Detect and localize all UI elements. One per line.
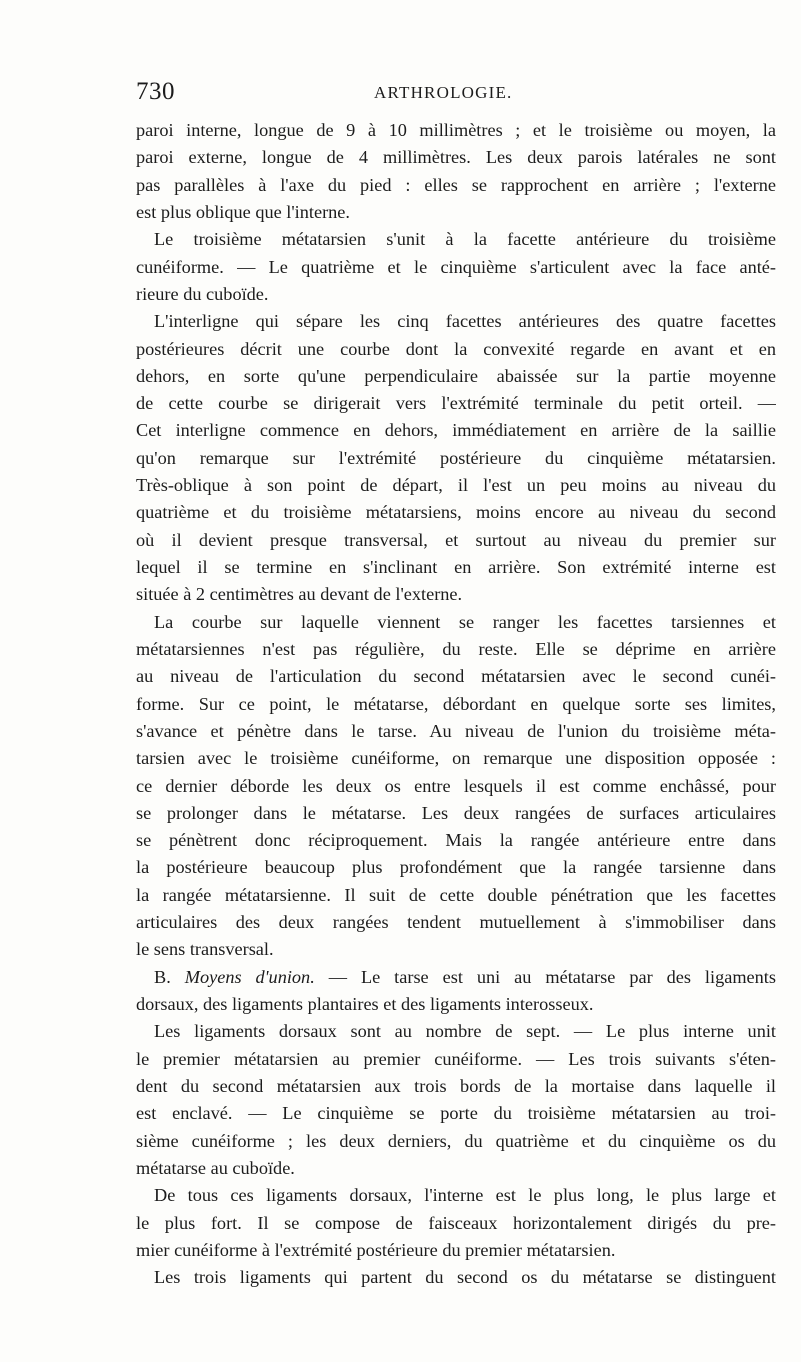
text-line: se pénètrent donc réciproquement. Mais la rangée antérieure entre dans xyxy=(136,830,776,851)
paragraph-start-line: Le troisième métatarsien s'unit à la facette antérieure du troisième xyxy=(154,229,776,250)
text-line: la rangée métatarsienne. Il suit de cette double pénétration que les facettes xyxy=(136,884,776,905)
section-heading-text: — Le tarse est uni au métatarse par des ligaments xyxy=(314,966,776,987)
section-label: B. xyxy=(154,966,171,987)
text-line: de cette courbe se dirigerait vers l'extrémité terminale du petit orteil. — xyxy=(136,393,776,414)
paragraph-start-line: L'interligne qui sépare les cinq facettes antérieures des quatre facettes xyxy=(154,311,776,332)
text-line: paroi externe, longue de 4 millimètres. Les deux parois latérales ne sont xyxy=(136,147,776,168)
text-line: ce dernier déborde les deux os entre lesquels il est comme enchâssé, pour xyxy=(136,775,776,796)
section-title: Moyens d'union. xyxy=(184,966,315,987)
text-line: rieure du cuboïde. xyxy=(136,283,269,304)
text-line: le premier métatarsien au premier cunéiforme. — Les trois suivants s'éten- xyxy=(136,1048,776,1069)
text-line: où il devient presque transversal, et surtout au niveau du premier sur xyxy=(136,529,776,550)
text-line: est plus oblique que l'interne. xyxy=(136,201,350,222)
text-line: pas parallèles à l'axe du pied : elles se rapprochent en arrière ; l'externe xyxy=(136,174,776,195)
text-line: Cet interligne commence en dehors, immédiatement en arrière de la saillie xyxy=(136,420,776,441)
text-line: dehors, en sorte qu'une perpendiculaire abaissée sur la partie moyenne xyxy=(136,365,776,386)
paragraph-start-line: Les trois ligaments qui partent du second os du métatarse se distinguent xyxy=(154,1267,776,1288)
text-line: postérieures décrit une courbe dont la convexité regarde en avant et en xyxy=(136,338,776,359)
text-line: qu'on remarque sur l'extrémité postérieure du cinquième métatarsien. xyxy=(136,447,776,468)
paragraph-start-line: La courbe sur laquelle viennent se ranger les facettes tarsiennes et xyxy=(154,611,776,632)
text-line: articulaires des deux rangées tendent mutuellement à s'immobiliser dans xyxy=(136,912,776,933)
text-line: sième cunéiforme ; les deux derniers, du quatrième et du cinquième os du xyxy=(136,1130,776,1151)
running-title: ARTHROLOGIE. xyxy=(374,83,513,102)
text-line: tarsien avec le troisième cunéiforme, on remarque une disposition opposée : xyxy=(136,748,776,769)
text-line: cunéiforme. — Le quatrième et le cinquième s'articulent avec la face anté- xyxy=(136,256,776,277)
text-line: le sens transversal. xyxy=(136,939,274,960)
text-line: au niveau de l'articulation du second métatarsien avec le second cunéi- xyxy=(136,666,776,687)
text-line: dent du second métatarsien aux trois bords de la mortaise dans laquelle il xyxy=(136,1075,776,1096)
page-number: 730 xyxy=(136,78,175,105)
text-line: métatarse au cuboïde. xyxy=(136,1157,295,1178)
text-line: Très-oblique à son point de départ, il l'est un peu moins au niveau du xyxy=(136,475,776,496)
text-line: mier cunéiforme à l'extrémité postérieure du premier métatarsien. xyxy=(136,1239,616,1260)
text-line: située à 2 centimètres au devant de l'externe. xyxy=(136,584,463,605)
section-heading-line xyxy=(136,964,776,991)
text-line: est enclavé. — Le cinquième se porte du troisième métatarsien au troi- xyxy=(136,1103,776,1124)
text-line: quatrième et du troisième métatarsiens, moins encore au niveau du second xyxy=(136,502,776,523)
text-line: s'avance et pénètre dans le tarse. Au niveau de l'union du troisième méta- xyxy=(136,720,776,741)
paragraph-start-line: Les ligaments dorsaux sont au nombre de sept. — Le plus interne unit xyxy=(154,1021,776,1042)
running-head xyxy=(136,78,776,104)
text-line: dorsaux, des ligaments plantaires et des ligaments interosseux. xyxy=(136,994,594,1014)
body-text xyxy=(136,117,776,1291)
text-line: lequel il se termine en s'inclinant en arrière. Son extrémité interne est xyxy=(136,557,776,577)
text-line: se prolonger dans le métatarse. Les deux rangées de surfaces articulaires xyxy=(136,802,776,823)
paragraph-start-line: De tous ces ligaments dorsaux, l'interne est le plus long, le plus large et xyxy=(154,1185,776,1206)
text-line: la postérieure beaucoup plus profondément que la rangée tarsienne dans xyxy=(136,857,776,878)
text-line: forme. Sur ce point, le métatarse, débordant en quelque sorte ses limites, xyxy=(136,693,776,714)
text-line: paroi interne, longue de 9 à 10 millimètres ; et le troisième ou moyen, la xyxy=(136,120,776,140)
text-line: métatarsiennes n'est pas régulière, du reste. Elle se déprime en arrière xyxy=(136,638,776,659)
text-line: le plus fort. Il se compose de faisceaux horizontalement dirigés du pre- xyxy=(136,1212,776,1233)
